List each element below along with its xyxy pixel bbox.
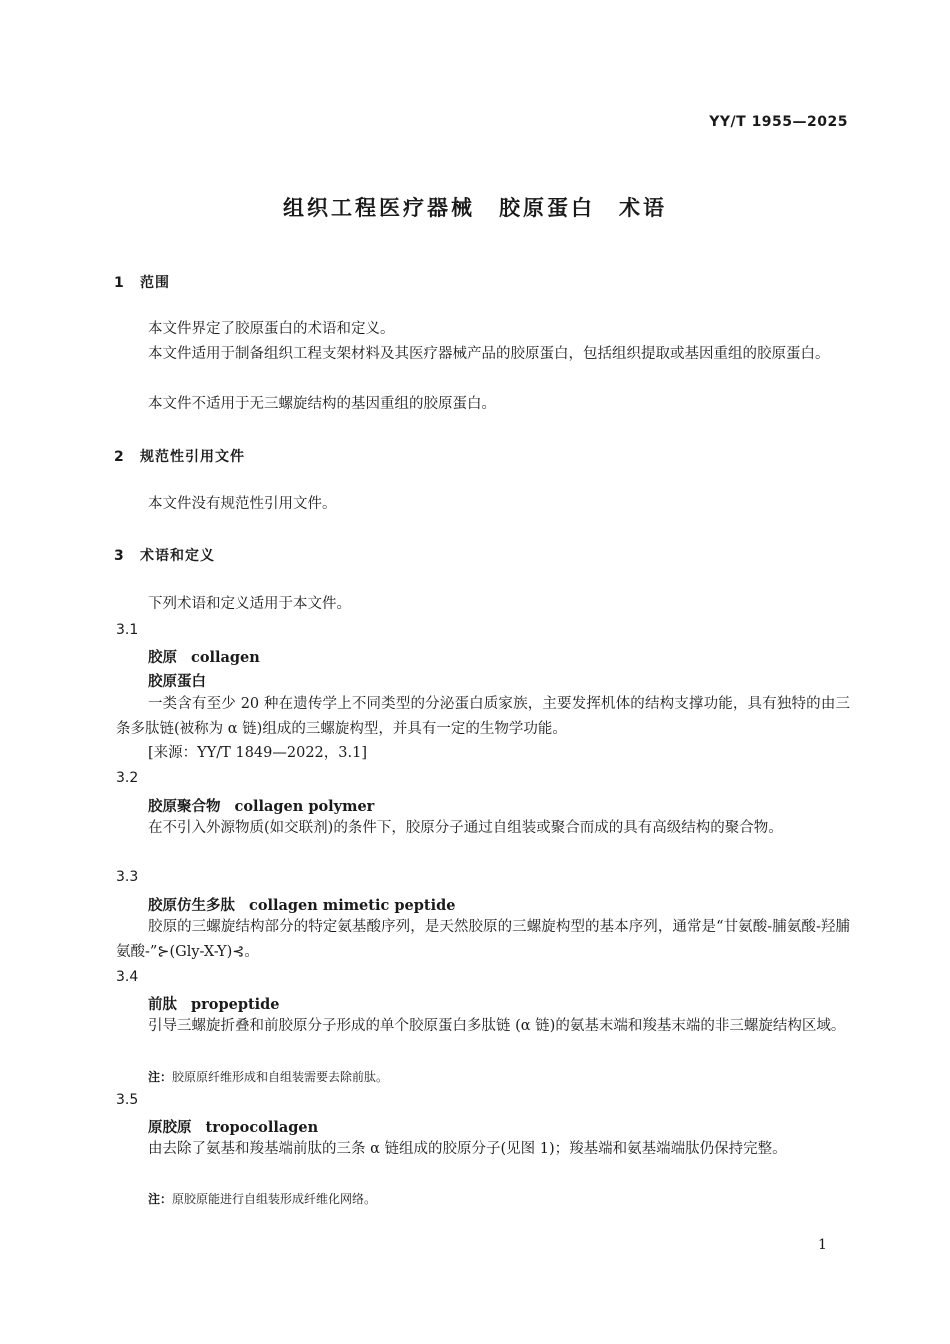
term-note: [148, 1190, 376, 1207]
term-zh: 胶原: [148, 650, 177, 666]
term-en: collagen mimetic peptide: [249, 897, 456, 914]
note-label: 注：: [148, 1192, 173, 1206]
term-definition: 由去除了氨基和羧基端前肽的三条 α 链组成的胶原分子(见图 1)；羧基端和氨基端端肽仍保持完整。: [148, 1141, 787, 1157]
term-en: collagen polymer: [234, 798, 375, 815]
section-title: 范围: [140, 275, 170, 291]
term-definition: 在不引入外源物质(如交联剂)的条件下，胶原分子通过自组装或聚合而成的具有高级结构的聚合物。: [148, 820, 783, 836]
normref-paragraph: 本文件没有规范性引用文件。: [148, 496, 337, 512]
term-source: [来源：YY/T 1849—2022，3.1]: [148, 745, 367, 761]
term-entry: [148, 894, 455, 915]
section-heading-terms: [114, 545, 215, 565]
term-zh: 原胶原: [148, 1120, 192, 1136]
term-definition: 引导三螺旋折叠和前胶原分子形成的单个胶原蛋白多肽链 (α 链)的氨基末端和羧基末端的非三螺旋结构区域。: [148, 1018, 846, 1034]
scope-paragraph-2: 本文件适用于制备组织工程支架材料及其医疗器械产品的胶原蛋白，包括组织提取或基因重组的胶原蛋白。: [148, 346, 830, 362]
term-entry: [148, 646, 260, 667]
term-number: 3.2: [116, 770, 139, 786]
note-text: 原胶原能进行自组装形成纤维化网络。: [172, 1192, 377, 1206]
document-title: 组织工程医疗器械 胶原蛋白 术语: [283, 196, 667, 220]
term-entry: [148, 795, 374, 816]
section-heading-scope: [114, 272, 170, 292]
term-en: propeptide: [191, 996, 280, 1013]
term-number: 3.5: [116, 1092, 139, 1108]
scope-paragraph-1: 本文件界定了胶原蛋白的术语和定义。: [148, 321, 395, 337]
term-note: [148, 1068, 388, 1085]
section-title: 规范性引用文件: [140, 449, 245, 465]
term-en: tropocollagen: [205, 1119, 319, 1136]
section-title: 术语和定义: [140, 548, 215, 564]
term-number: 3.1: [116, 622, 139, 638]
term-zh: 胶原聚合物: [148, 799, 221, 815]
term-zh: 前肽: [148, 997, 177, 1013]
term-number: 3.4: [116, 969, 139, 985]
term-zh: 胶原仿生多肽: [148, 898, 235, 914]
terms-intro: 下列术语和定义适用于本文件。: [148, 596, 351, 612]
standard-number: YY/T 1955—2025: [709, 114, 848, 130]
page-number: 1: [818, 1237, 827, 1253]
section-number: 1: [114, 275, 125, 291]
note-text: 胶原原纤维形成和自组装需要去除前肽。: [172, 1070, 389, 1084]
term-alternative: 胶原蛋白: [148, 674, 206, 690]
term-definition: 一类含有至少 20 种在遗传学上不同类型的分泌蛋白质家族，主要发挥机体的结构支撑功能，具有独特的由三条多肽链(被称为 α 链)组成的三螺旋构型，并具有一定的生物学功能。: [116, 696, 850, 737]
term-definition: 胶原的三螺旋结构部分的特定氨基酸序列，是天然胶原的三螺旋构型的基本序列，通常是“甘氨酸-脯氨酸-羟脯氨酸-”⊱(Gly-X-Y)⊰。: [116, 919, 850, 960]
term-entry: [148, 993, 280, 1014]
scope-paragraph-3: 本文件不适用于无三螺旋结构的基因重组的胶原蛋白。: [148, 396, 496, 412]
term-number: 3.3: [116, 869, 139, 885]
term-entry: [148, 1116, 318, 1137]
section-number: 2: [114, 449, 125, 465]
note-label: 注：: [148, 1070, 173, 1084]
section-number: 3: [114, 548, 125, 564]
term-en: collagen: [191, 649, 260, 666]
section-heading-normative-references: [114, 446, 245, 466]
